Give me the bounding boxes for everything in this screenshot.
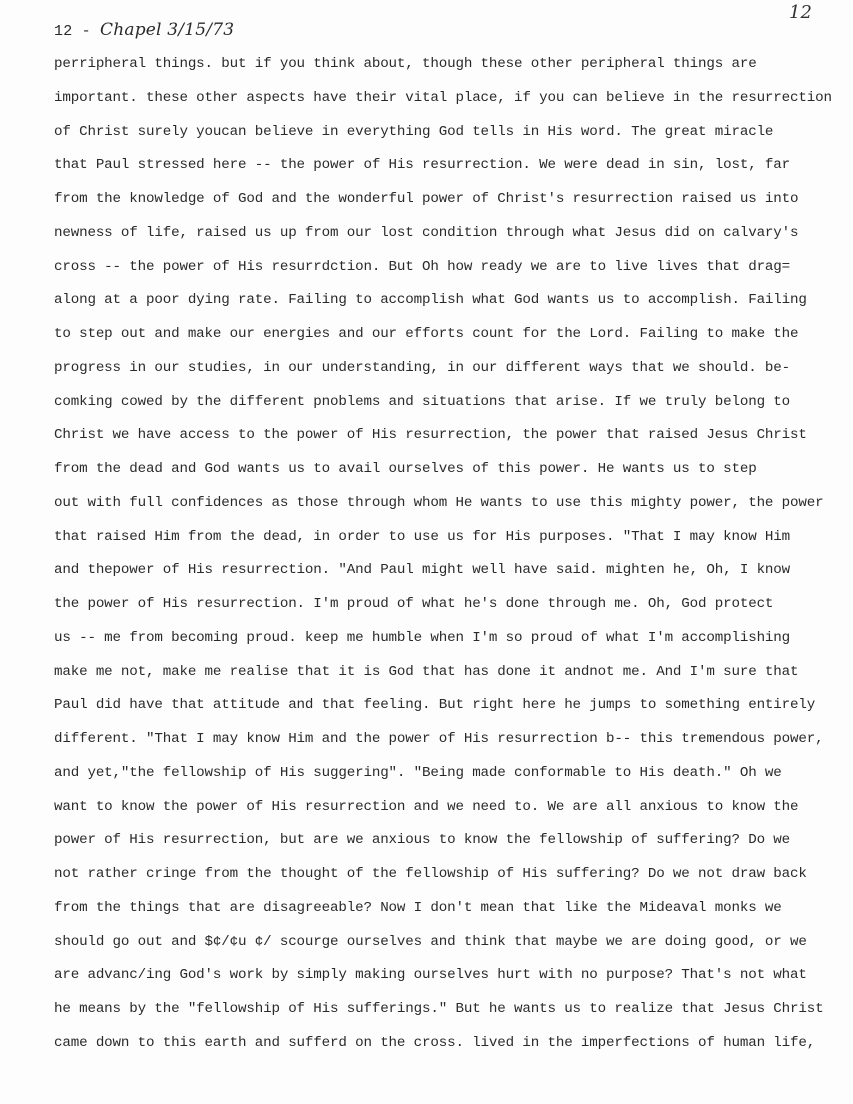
text-line: that Paul stressed here -- the power of His resurrection. We were dead in sin, lost, far — [54, 157, 791, 174]
text-line: important. these other aspects have their vital place, if you can believe in the resurrection — [54, 89, 832, 106]
text-line: the power of His resurrection. I'm proud of what he's done through me. Oh, God protect — [54, 596, 774, 612]
text-line: newness of life, raised us up from our lost condition through what Jesus did on calvary's — [54, 224, 799, 241]
text-line: are advanc/ing God's work by simply making ourselves hurt with no purpose? That's not what — [54, 967, 807, 984]
text-line: make me not, make me realise that it is God that has done it andnot me. And I'm sure that — [54, 663, 799, 680]
text-line: Christ we have access to the power of His resurrection, the power that raised Jesus Christ — [54, 427, 807, 444]
text-line: from the things that are disagreeable? Now I don't mean that like the Mideaval monks we — [54, 899, 782, 916]
text-line: out with full confidences as those through whom He wants to use this mighty power, the power — [54, 494, 824, 511]
page-header — [54, 20, 234, 40]
text-line: came down to this earth and sufferd on the cross. lived in the imperfections of human life, — [54, 1034, 816, 1051]
text-line: perripheral things. but if you think about, though these other peripheral things are — [54, 56, 757, 72]
text-line: cross -- the power of His resurrdction. But Oh how ready we are to live lives that drag= — [54, 258, 791, 275]
text-line: from the dead and God wants us to avail ourselves of this power. He wants us to step — [54, 461, 757, 477]
text-line: and yet,"the fellowship of His suggering". "Being made conformable to His death." Oh we — [54, 764, 782, 781]
page-number-label: 12 - — [54, 23, 91, 40]
text-line: us -- me from becoming proud. keep me humble when I'm so proud of what I'm accomplishing — [54, 629, 791, 646]
text-line: that raised Him from the dead, in order to use us for His purposes. "That I may know Him — [54, 528, 791, 545]
text-line: of Christ surely youcan believe in everything God tells in His word. The great miracle — [54, 123, 774, 140]
text-line: along at a poor dying rate. Failing to accomplish what God wants us to accomplish. Failing — [54, 292, 807, 309]
handwritten-title-date: Chapel 3/15/73 — [100, 20, 235, 40]
text-line: comking cowed by the different pnoblems and situations that arise. If we truly belong to — [54, 393, 791, 410]
text-line: not rather cringe from the thought of the fellowship of His suffering? Do we not draw back — [54, 866, 807, 882]
text-line: progress in our studies, in our understanding, in our different ways that we should. be- — [54, 359, 791, 376]
text-line: want to know the power of His resurrection and we need to. We are all anxious to know the — [54, 798, 799, 815]
text-line: he means by the "fellowship of His sufferings." But he wants us to realize that Jesus Christ — [54, 1001, 824, 1017]
text-line: Paul did have that attitude and that feeling. But right here he jumps to something entirely — [54, 697, 816, 714]
text-line: different. "That I may know Him and the power of His resurrection b-- this tremendous power, — [54, 731, 824, 747]
text-line: should go out and $¢/¢u ¢/ scourge ourselves and think that maybe we are doing good, or we — [54, 933, 807, 950]
handwritten-page-mark: 12 — [789, 2, 812, 23]
text-line: power of His resurrection, but are we anxious to know the fellowship of suffering? Do we — [54, 832, 791, 849]
document-body — [54, 53, 849, 1066]
text-line: and thepower of His resurrection. "And Paul might well have said. mighten he, Oh, I know — [54, 562, 791, 579]
text-line: to step out and make our energies and our efforts count for the Lord. Failing to make the — [54, 326, 799, 342]
text-line: from the knowledge of God and the wonderful power of Christ's resurrection raised us into — [54, 191, 799, 207]
